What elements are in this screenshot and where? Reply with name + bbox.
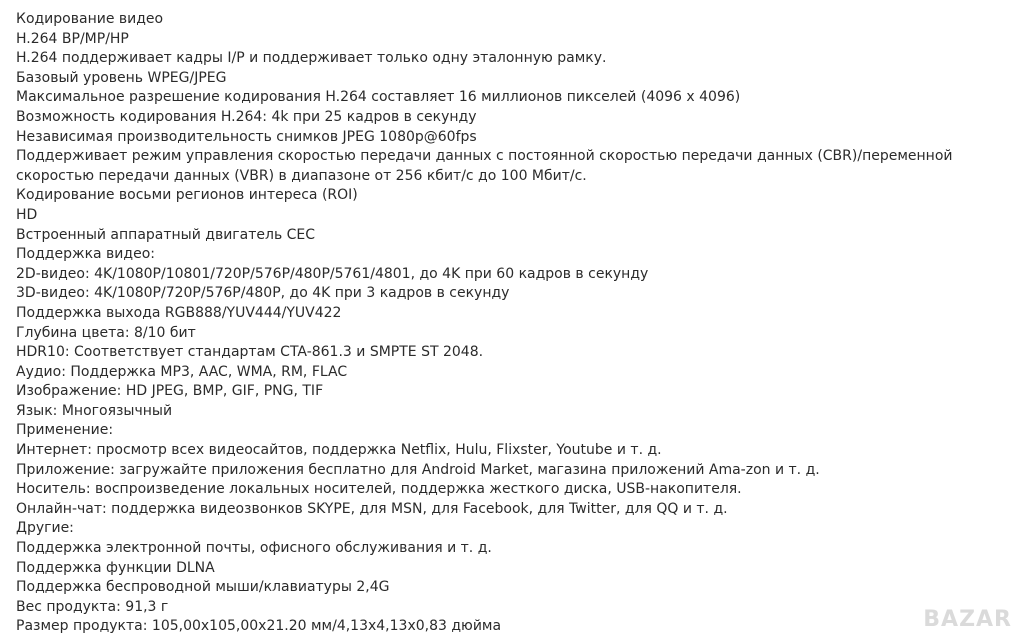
text-line: Размер продукта: 105,00x105,00x21.20 мм/4,13x4,13x0,83 дюйма [16, 618, 502, 635]
text-line: Кодирование восьми регионов интереса (ROI) [16, 187, 358, 204]
text-line: Язык: Многоязычный [16, 402, 173, 419]
text-line: Интернет: просмотр всех видеосайтов, поддержка Netflix, Hulu, Flixster, Youtube и т. д. [16, 442, 662, 459]
text-line: Глубина цвета: 8/10 бит [16, 324, 196, 341]
text-line: Базовый уровень WPEG/JPEG [16, 69, 227, 86]
text-line: Поддержка беспроводной мыши/клавиатуры 2,4G [16, 579, 390, 596]
text-line: HD [16, 206, 38, 223]
text-line: Встроенный аппаратный двигатель CEC [16, 226, 316, 243]
text-line: Вес продукта: 91,3 г [16, 598, 169, 615]
text-line: HDR10: Соответствует стандартам CTA-861.3 и SMPTE ST 2048. [16, 344, 484, 361]
text-line: Аудио: Поддержка MP3, AAC, WMA, RM, FLAC [16, 363, 348, 380]
text-line: Поддержка выхода RGB888/YUV444/YUV422 [16, 304, 342, 321]
text-line: Поддержка функции DLNA [16, 559, 215, 576]
watermark-logo: BAZAR [923, 607, 1012, 632]
text-line: Максимальное разрешение кодирования H.264 составляет 16 миллионов пикселей (4096 x 4096) [16, 89, 741, 106]
text-line: Возможность кодирования H.264: 4k при 25 кадров в секунду [16, 108, 477, 125]
text-line: Поддержка видео: [16, 246, 155, 263]
text-line: Другие: [16, 520, 74, 537]
text-line: 3D-видео: 4K/1080P/720P/576P/480P, до 4K при 3 кадров в секунду [16, 285, 510, 302]
text-line: H.264 поддерживает кадры I/P и поддерживает только одну эталонную рамку. [16, 50, 607, 67]
text-line: 2D-видео: 4K/1080P/10801/720P/576P/480P/5761/4801, до 4K при 60 кадров в секунду [16, 265, 649, 282]
text-line: Носитель: воспроизведение локальных носителей, поддержка жесткого диска, USB-накопителя. [16, 481, 742, 498]
text-line: Поддержка электронной почты, офисного обслуживания и т. д. [16, 540, 492, 557]
text-line: Применение: [16, 422, 114, 439]
text-line: Приложение: загружайте приложения бесплатно для Android Market, магазина приложений Ama-zon и т. д. [16, 461, 820, 478]
text-line: Независимая производительность снимков JPEG 1080p@60fps [16, 128, 477, 145]
text-line: Изображение: HD JPEG, BMP, GIF, PNG, TIF [16, 383, 324, 400]
text-line: Онлайн-чат: поддержка видеозвонков SKYPE, для MSN, для Facebook, для Twitter, для QQ и т. д. [16, 500, 728, 517]
text-line: H.264 BP/MP/HP [16, 30, 129, 47]
text-line: Поддерживает режим управления скоростью передачи данных с постоянной скоростью передачи данных (CBR)/переменной скоростью передачи данных (VBR) в диапазоне от 256 кбит/с до 100 Мбит/с. [16, 148, 953, 184]
text-line: Кодирование видео [16, 11, 164, 27]
